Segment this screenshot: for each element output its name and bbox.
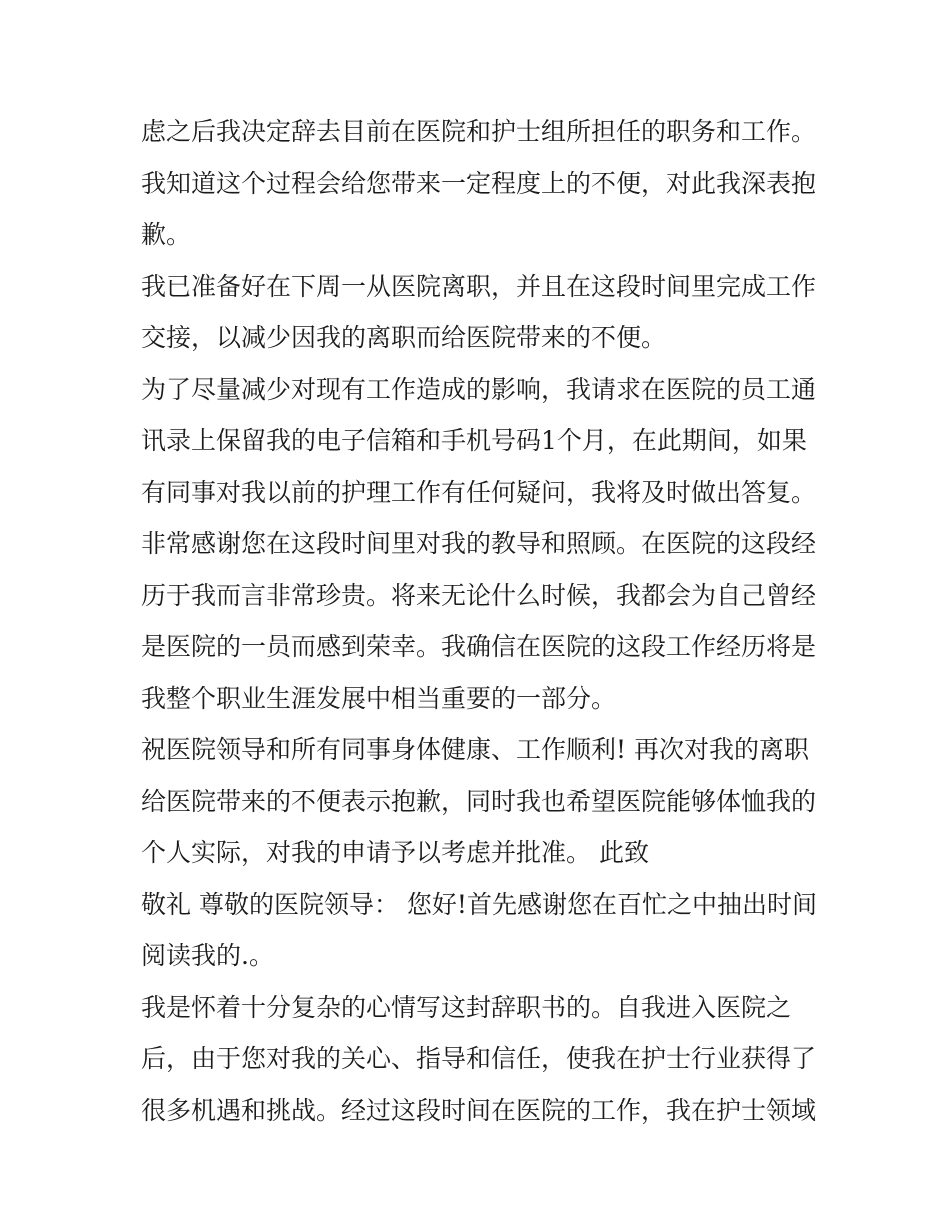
text-line: 祝医院领导和所有同事身体健康、工作顺利! 再次对我的离职 xyxy=(141,735,809,764)
text-line: 我知道这个过程会给您带来一定程度上的不便，对此我深表抱 xyxy=(141,168,817,198)
text-line: 虑之后我决定辞去目前在医院和护士组所担任的职务和工作。 xyxy=(141,117,817,146)
text-line: 我已准备好在下周一从医院离职，并且在这段时间里完成工作 xyxy=(141,271,817,301)
text-line: 非常感谢您在这段时间里对我的教导和照顾。在医院的这段经 xyxy=(141,529,817,558)
text-line: 讯录上保留我的电子信箱和手机号码1个月，在此期间，如果 xyxy=(141,426,807,455)
text-line: 后，由于您对我的关心、指导和信任，使我在护士行业获得了 xyxy=(141,1044,817,1073)
text-line: 是医院的一员而感到荣幸。我确信在医院的这段工作经历将是 xyxy=(141,632,817,661)
text-line: 为了尽量减少对现有工作造成的影响，我请求在医院的员工通 xyxy=(141,374,817,404)
text-line: 我是怀着十分复杂的心情写这封辞职书的。自我进入医院之 xyxy=(141,992,792,1022)
text-line: 很多机遇和挑战。经过这段时间在医院的工作，我在护士领域 xyxy=(141,1095,817,1125)
text-line: 我整个职业生涯发展中相当重要的一部分。 xyxy=(141,683,617,713)
document-body xyxy=(141,106,821,1136)
text-line: 交接，以减少因我的离职而给医院带来的不便。 xyxy=(141,323,667,352)
text-line: 有同事对我以前的护理工作有任何疑问，我将及时做出答复。 xyxy=(141,477,817,507)
text-line: 敬礼 尊敬的医院领导： 您好!首先感谢您在百忙之中抽出时间 xyxy=(141,889,817,919)
text-line: 个人实际，对我的申请予以考虑并批准。 此致 xyxy=(141,838,649,867)
text-line: 历于我而言非常珍贵。将来无论什么时候，我都会为自己曾经 xyxy=(141,580,817,610)
text-line: 给医院带来的不便表示抱歉，同时我也希望医院能够体恤我的 xyxy=(141,786,817,816)
text-line: 歉。 xyxy=(141,220,192,249)
text-line: 阅读我的.。 xyxy=(141,941,274,970)
